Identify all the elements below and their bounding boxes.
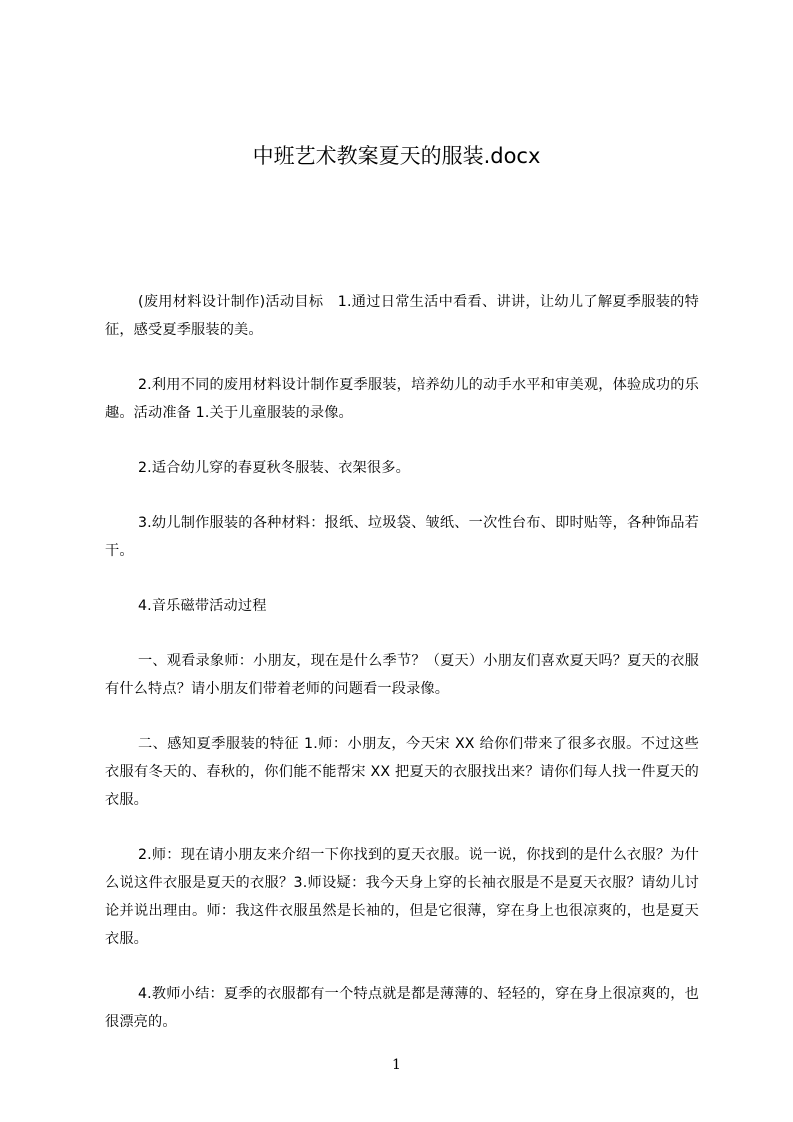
paragraph-prep-2: 2.适合幼儿穿的春夏秋冬服装、衣架很多。 <box>138 460 410 476</box>
paragraph-step-2-2: 2.师：现在请小朋友来介绍一下你找到的夏天衣服。说一说，你找到的是什么衣服？为什么说这件衣服是夏天的衣服？3.师设疑：我今天身上穿的长袖衣服是不是夏天衣服？请幼儿讨论并说出理由。师：我这件衣服虽然是长袖的，但是它很薄，穿在身上也很凉爽的，也是夏天衣服。 <box>105 847 699 947</box>
paragraph-goal-2: 2.利用不同的废用材料设计制作夏季服装，培养幼儿的动手水平和审美观，体验成功的乐趣。活动准备 1.关于儿童服装的录像。 <box>105 377 699 421</box>
paragraph-prep-3: 3.幼儿制作服装的各种材料：报纸、垃圾袋、皱纸、一次性台布、即时贴等，各种饰品若干。 <box>105 515 699 559</box>
page-number: 1 <box>392 1057 401 1073</box>
paragraph-step-2: 二、感知夏季服装的特征 1.师：小朋友，今天宋 XX 给你们带来了很多衣服。不过这些衣服有冬天的、春秋的，你们能不能帮宋 XX 把夏天的衣服找出来？请你们每人找一件夏天的衣服。 <box>105 736 699 808</box>
document-body <box>105 288 699 1063</box>
paragraph-step-1: 一、观看录象师：小朋友，现在是什么季节？（夏天）小朋友们喜欢夏天吗？夏天的衣服有什么特点？请小朋友们带着老师的问题看一段录像。 <box>105 653 699 697</box>
paragraph-activity-goals: (废用材料设计制作)活动目标 1.通过日常生活中看看、讲讲，让幼儿了解夏季服装的特征，感受夏季服装的美。 <box>105 294 699 338</box>
paragraph-teacher-summary: 4.教师小结：夏季的衣服都有一个特点就是都是薄薄的、轻轻的，穿在身上很凉爽的，也很漂亮的。 <box>105 986 699 1030</box>
paragraph-prep-4: 4.音乐磁带活动过程 <box>138 598 267 614</box>
page-title: 中班艺术教案夏天的服装.docx <box>252 144 541 168</box>
